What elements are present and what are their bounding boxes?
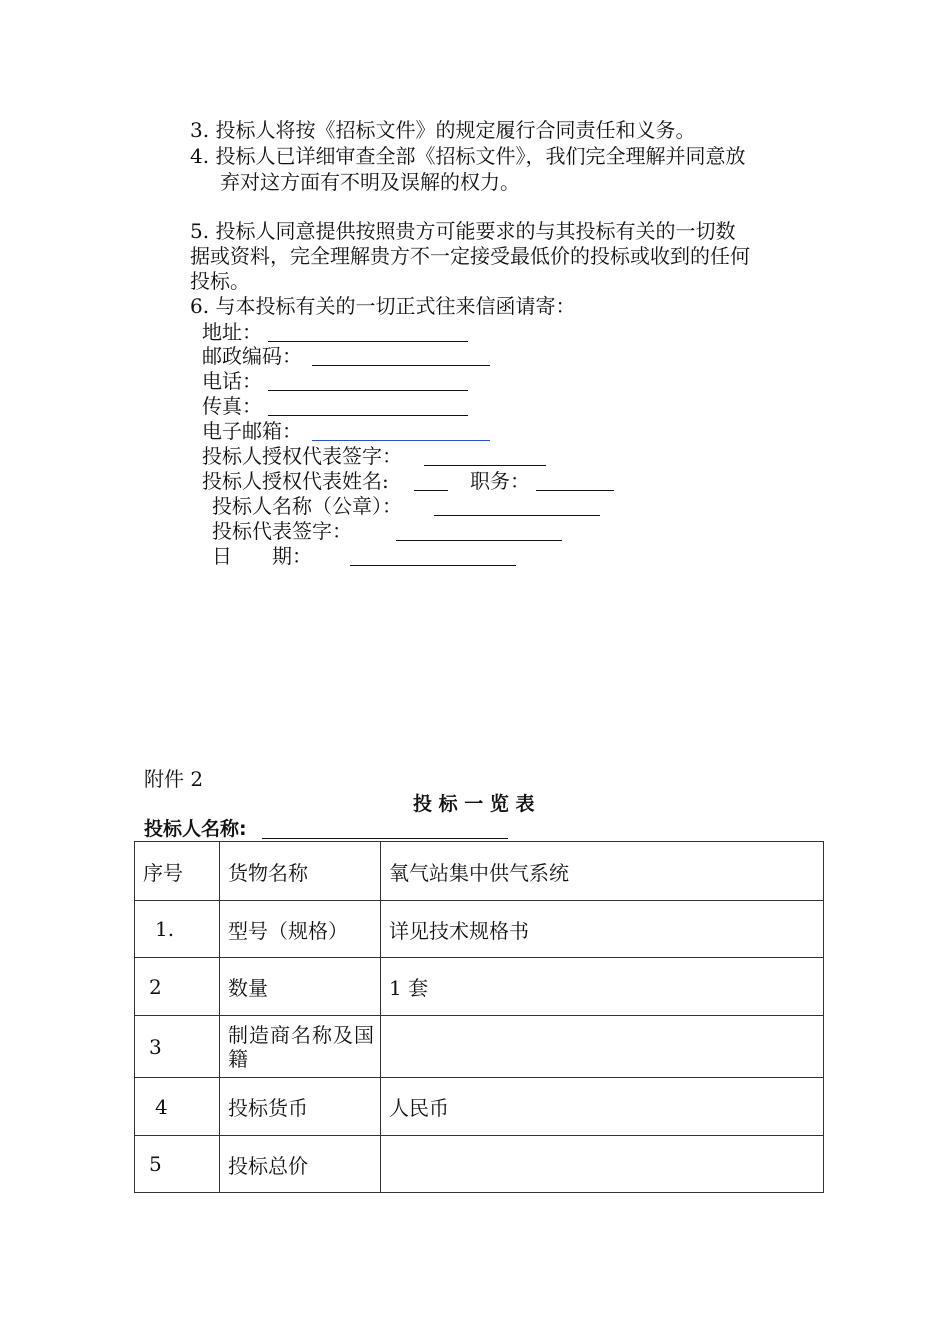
bid-rep-signature-line[interactable] (396, 540, 562, 541)
table-cell: 详见技术规格书 (381, 901, 824, 958)
rep-signature-line[interactable] (424, 465, 546, 466)
email-label: 电子邮箱： (202, 419, 302, 443)
rep-name-line[interactable] (414, 490, 448, 491)
table-cell: 1 套 (381, 958, 824, 1016)
annex-label: 附件 2 (144, 767, 204, 791)
table-cell: 氧气站集中供气系统 (381, 842, 824, 901)
table-cell: 3 (135, 1016, 220, 1078)
annex-title: 投 标 一 览 表 (413, 793, 535, 815)
bid-rep-signature-label: 投标代表签字： (212, 519, 352, 543)
date-line[interactable] (350, 565, 516, 566)
bidder-name-label: 投标人名称（公章）： (212, 494, 402, 518)
table-cell: 1. (135, 901, 220, 958)
table-cell (381, 1016, 824, 1078)
postcode-label: 邮政编码： (202, 344, 302, 368)
clause-5-line1: 5. 投标人同意提供按照贵方可能要求的与其投标有关的一切数 (190, 219, 736, 243)
clause-3: 3. 投标人将按《招标文件》的规定履行合同责任和义务。 (190, 118, 696, 142)
position-label: 职务： (470, 469, 530, 493)
table-row (135, 1078, 824, 1136)
table-row (135, 901, 824, 958)
table-cell: 货物名称 (220, 842, 381, 901)
bidder-name-heading: 投标人名称: (144, 818, 247, 840)
clause-6: 6. 与本投标有关的一切正式往来信函请寄： (190, 294, 576, 318)
table-cell: 制造商名称及国籍 (220, 1016, 381, 1078)
table-row (135, 842, 824, 901)
table-cell: 2 (135, 958, 220, 1016)
bid-summary-table (134, 841, 824, 1193)
table-row (135, 1136, 824, 1193)
postcode-line[interactable] (312, 365, 490, 366)
phone-label: 电话： (202, 369, 262, 393)
clause-4-line2: 弃对这方面有不明及误解的权力。 (220, 170, 520, 194)
table-cell: 4 (135, 1078, 220, 1136)
fax-label: 传真： (202, 394, 262, 418)
rep-name-label: 投标人授权代表姓名: (202, 469, 389, 493)
table-cell (381, 1136, 824, 1193)
table-cell: 投标货币 (220, 1078, 381, 1136)
rep-signature-label: 投标人授权代表签字： (202, 444, 402, 468)
table-cell: 型号（规格） (220, 901, 381, 958)
table-cell: 投标总价 (220, 1136, 381, 1193)
table-row (135, 958, 824, 1016)
fax-line[interactable] (268, 415, 468, 416)
bidder-name-line[interactable] (434, 515, 600, 516)
position-line[interactable] (536, 490, 614, 491)
table-cell: 人民币 (381, 1078, 824, 1136)
date-label: 日 期： (212, 544, 312, 568)
table-cell: 5 (135, 1136, 220, 1193)
phone-line[interactable] (268, 390, 468, 391)
table-cell: 数量 (220, 958, 381, 1016)
table-row (135, 1016, 824, 1078)
email-line[interactable] (312, 440, 490, 441)
bidder-name-heading-line[interactable] (262, 838, 508, 839)
clause-5-line3: 投标。 (190, 269, 250, 293)
address-label: 地址： (202, 320, 262, 344)
table-cell: 序号 (135, 842, 220, 901)
clause-5-line2: 据或资料，完全理解贵方不一定接受最低价的投标或收到的任何 (190, 244, 750, 268)
address-line[interactable] (268, 341, 468, 342)
clause-4-line1: 4. 投标人已详细审查全部《招标文件》，我们完全理解并同意放 (190, 144, 746, 168)
